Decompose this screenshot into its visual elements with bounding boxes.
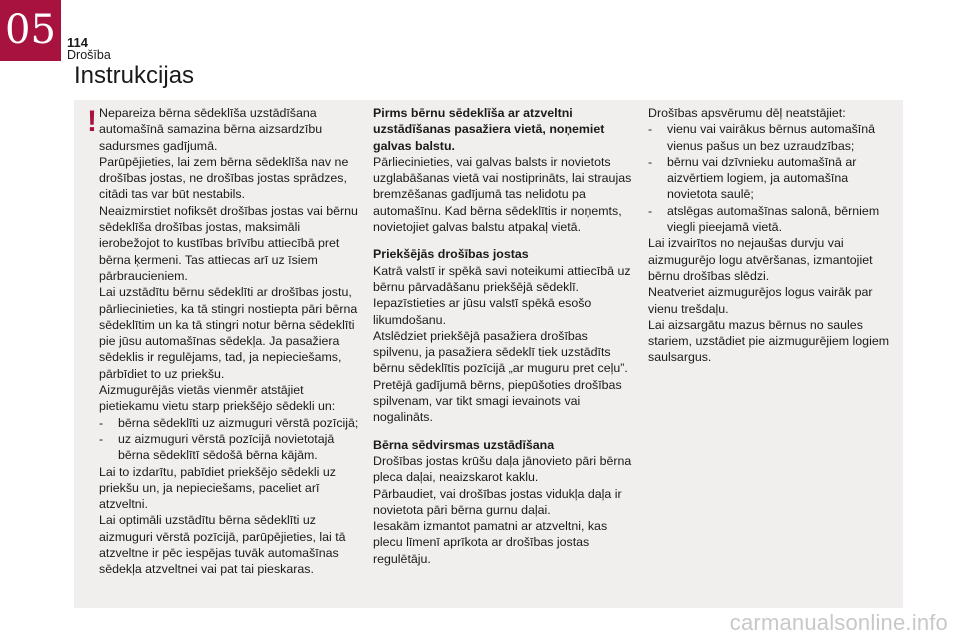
- paragraph: Lai izvairītos no nejaušas durvju vai aizmugurējo logu atvēršanas, izmantojiet bērnu drošības slēdzi.: [648, 236, 873, 283]
- paragraph: Lai to izdarītu, pabīdiet priekšējo sēdekli uz priekšu un, ja nepieciešams, paceliet arī atzveltni.: [99, 464, 336, 512]
- paragraph: Parūpējieties, lai zem bērna sēdeklīša nav ne drošības jostas, ne drošības jostas sprādzes, citādi tas var būt nestabils.: [99, 154, 349, 202]
- list-item: - atslēgas automašīnas salonā, bērniem viegli pieejamā vietā.: [648, 203, 900, 236]
- section-heading: Bērna sēdvirsmas uzstādīšana: [373, 437, 555, 452]
- paragraph: Nepareiza bērna sēdeklīša uzstādīšana automašīnā samazina bērna aizsardzību sadursmes gadījumā.: [99, 106, 323, 153]
- list-item: - bērna sēdeklīti uz aizmuguri vērstā pozīcijā;: [99, 415, 359, 431]
- paragraph: Pārliecinieties, vai galvas balsts ir novietots uzglabāšanas vietā vai nostiprināts, lai straujas bremzēšanas gadījumā tas nelidotu pa automašīnu. Kad bērna sēdeklītis ir noņemts, novietojiet galvas balstu atpakaļ vietā.: [373, 154, 632, 235]
- list-item: - bērnu vai dzīvnieku automašīnā ar aizvērtiem logiem, ja automašīna novietota saulē;: [648, 154, 900, 203]
- section-name: Drošība: [67, 48, 111, 62]
- column-2: [373, 105, 635, 567]
- bullet-list: [99, 415, 359, 464]
- list-item: - vienu vai vairākus bērnus automašīnā vienus pašus un bez uzraudzības;: [648, 121, 900, 154]
- paragraph: Lai aizsargātu mazus bērnus no saules stariem, uzstādiet pie aizmugurējiem logiem saulsargus.: [648, 317, 890, 365]
- bullet-list: [648, 121, 900, 235]
- page-title: Instrukcijas: [74, 62, 195, 89]
- column-1: [99, 105, 359, 578]
- paragraph: Pretējā gadījumā bērns, piepūšoties drošības spilvenam, var tikt smagi ievainots vai nogalināts.: [373, 377, 622, 425]
- paragraph: Drošības apsvērumu dēļ neatstājiet:: [648, 106, 846, 120]
- paragraph: Iesakām izmantot pamatni ar atzveltni, kas plecu līmenī aprīkota ar drošības jostas regulētāju.: [373, 519, 608, 566]
- list-item: - uz aizmuguri vērstā pozīcijā novietotajā bērna sēdeklītī sēdošā bērna kājām.: [99, 431, 359, 464]
- page-number: 114: [67, 35, 88, 50]
- chapter-number-tab: 05: [0, 0, 61, 61]
- paragraph: Katrā valstī ir spēkā savi noteikumi attiecībā uz bērnu pārvadāšanu priekšējā sēdeklī. Iepazīstieties ar jūsu valstī spēkā esošo likumdošanu.: [373, 263, 631, 327]
- exclamation-icon: !: [87, 105, 97, 138]
- column-3: [648, 105, 900, 366]
- paragraph: Aizmugurējās vietās vienmēr atstājiet pietiekamu vietu starp priekšējo sēdekli un:: [99, 383, 336, 414]
- paragraph: Neaizmirstiet nofiksēt drošības jostas vai bērnu sēdeklīša drošības jostas, maksimāli ierobežojot to kustības brīvību attiecībā pret bērna ķermeni. Tas attiecas arī uz īsiem pārbraucieniem.: [99, 203, 358, 283]
- paragraph: Drošības jostas krūšu daļa jānovieto pāri bērna pleca daļai, neaizskarot kaklu.: [373, 453, 632, 485]
- section-heading: Pirms bērnu sēdeklīša ar atzveltni uzstādīšanas pasažiera vietā, noņemiet galvas balstu.: [373, 106, 605, 153]
- section-heading: Priekšējās drošības jostas: [373, 247, 529, 262]
- watermark: carmanualsonline.info: [729, 610, 948, 635]
- paragraph: Atslēdziet priekšējā pasažiera drošības spilvenu, ja pasažiera sēdeklī tiek uzstādīts bērnu sēdeklītis pozīcijā „ar muguru pret ceļu”.: [373, 328, 628, 376]
- paragraph: Neatveriet aizmugurējos logus vairāk par vienu trešdaļu.: [648, 285, 873, 316]
- paragraph: Pārbaudiet, vai drošības jostas vidukļa daļa ir novietota pāri bērna gurnu daļai.: [373, 486, 622, 517]
- paragraph: Lai optimāli uzstādītu bērna sēdeklīti uz aizmuguri vērstā pozīcijā, parūpējieties, lai tā atzveltne ir pēc iespējas tuvāk automašīnas sēdekļa atzveltnei vai pat tai pieskaras.: [99, 513, 346, 577]
- paragraph: Lai uzstādītu bērnu sēdeklīti ar drošības jostu, pārliecinieties, ka tā stingri nostiepta pāri bērna sēdeklītim un ka tā stingri notur bērna sēdeklīti pie jūsu automašīnas sēdekļa. Ja pasažiera sēdeklis ir regulējams, tad, ja nepieciešams, pārbīdiet to uz priekšu.: [99, 285, 358, 381]
